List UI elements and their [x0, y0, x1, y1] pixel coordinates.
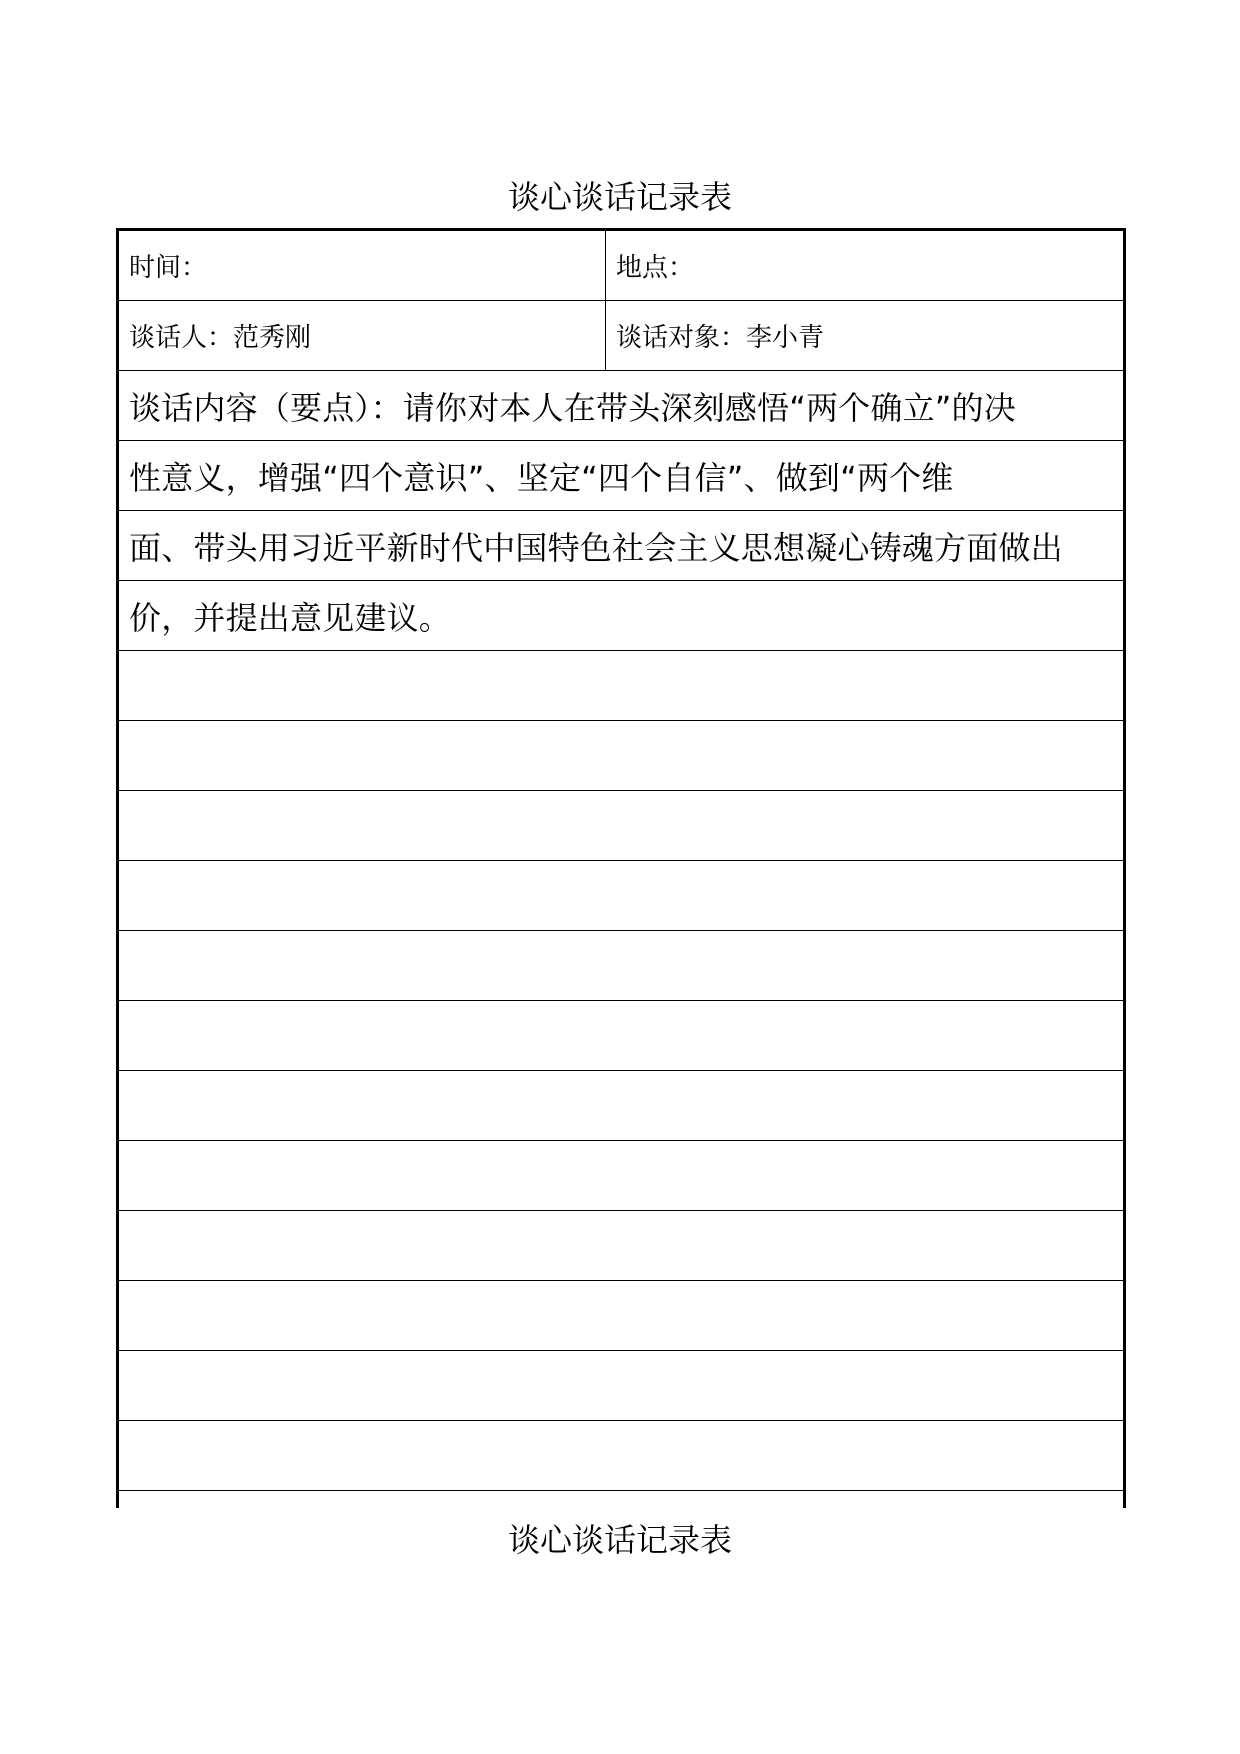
blank-line[interactable] [119, 1211, 1123, 1281]
target-field[interactable]: 谈话对象：李小青 [616, 323, 825, 353]
row-speaker-target [119, 301, 1123, 371]
blank-line[interactable] [119, 651, 1123, 721]
content-line [119, 371, 1123, 441]
row-time-place [119, 231, 1123, 301]
record-table [116, 228, 1126, 1508]
blank-line[interactable] [119, 1141, 1123, 1211]
blank-line[interactable] [119, 931, 1123, 1001]
speaker-field[interactable]: 谈话人：范秀刚 [119, 301, 606, 370]
blank-line[interactable] [119, 1281, 1123, 1351]
time-field[interactable]: 时间： [119, 231, 606, 300]
blank-line[interactable] [119, 721, 1123, 791]
content-line [119, 581, 1123, 651]
blank-line[interactable] [119, 1071, 1123, 1141]
blank-line[interactable] [119, 861, 1123, 931]
content-line-text: 面、带头用习近平新时代中国特色社会主义思想凝心铸魂方面做出 [129, 528, 1063, 567]
content-line-text: 谈话内容（要点）：请你对本人在带头深刻感悟“两个确立”的决 [129, 388, 1016, 427]
footer-title: 谈心谈话记录表 [507, 1521, 732, 1559]
content-line-text: 性意义，增强“四个意识”、坚定“四个自信”、做到“两个维 [129, 458, 954, 497]
blank-line[interactable] [119, 1001, 1123, 1071]
blank-line[interactable] [119, 1351, 1123, 1421]
content-line [119, 441, 1123, 511]
form-title: 谈心谈话记录表 [507, 178, 732, 216]
content-line-text: 价，并提出意见建议。 [129, 598, 452, 637]
content-line [119, 511, 1123, 581]
blank-line[interactable] [119, 791, 1123, 861]
place-field[interactable]: 地点： [616, 253, 695, 283]
blank-line[interactable] [119, 1421, 1123, 1491]
